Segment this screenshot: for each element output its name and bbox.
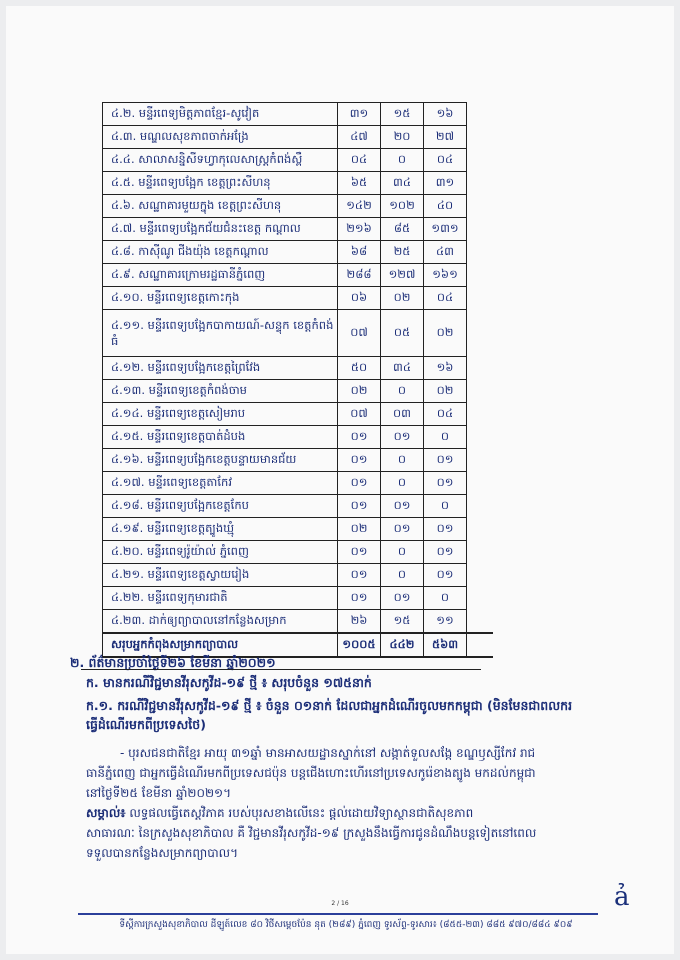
facility-name-cell: ៤.៤. សាលាសន្និសីទហ្វាកុលេសាស្ត្រកំពង់ស្ពឺ bbox=[103, 149, 338, 172]
count-b-cell: ០ bbox=[424, 587, 467, 610]
empty-cell bbox=[467, 633, 494, 657]
facility-name-cell: ៤.១៧. មន្ទីរពេទ្យខេត្តតាកែវ bbox=[103, 472, 338, 495]
empty-cell bbox=[467, 472, 494, 495]
total-count-cell: ០៦ bbox=[338, 287, 381, 310]
table-row bbox=[103, 449, 494, 472]
empty-cell bbox=[467, 195, 494, 218]
count-b-cell: ១៦ bbox=[424, 357, 467, 380]
empty-cell bbox=[467, 149, 494, 172]
count-a-cell: ០១ bbox=[381, 587, 424, 610]
table-row bbox=[103, 241, 494, 264]
page-number: 2 / 16 bbox=[331, 900, 349, 907]
count-b-cell: ០២ bbox=[424, 310, 467, 357]
total-count-cell: ០១ bbox=[338, 495, 381, 518]
empty-cell bbox=[467, 218, 494, 241]
count-b-cell: ២៧ bbox=[424, 126, 467, 149]
count-b-cell: ១៦១ bbox=[424, 264, 467, 287]
total-count-cell: ១៤២ bbox=[338, 195, 381, 218]
count-b-cell: ០១ bbox=[424, 518, 467, 541]
facility-name-cell: ៤.២០. មន្ទីរពេទ្យរ៉ូយ៉ាល់ ភ្នំពេញ bbox=[103, 541, 338, 564]
count-a-cell: ០ bbox=[381, 564, 424, 587]
table-row bbox=[103, 310, 494, 357]
facility-name-cell: សរុបអ្នកកំពុងសម្រាកព្យាបាល bbox=[103, 633, 338, 657]
count-a-cell: ២៥ bbox=[381, 241, 424, 264]
total-count-cell: ២៦ bbox=[338, 610, 381, 634]
facility-name-cell: ៤.១៣. មន្ទីរពេទ្យខេត្តកំពង់ចាម bbox=[103, 380, 338, 403]
note-text-1: លទ្ធផលធ្វើតេស្តវិភាគ របស់បុរសខាងលើនេះ ផ្តល់ដោយវិទ្យាស្ថានជាតិសុខភាព bbox=[125, 806, 474, 820]
count-a-cell: ០៥ bbox=[381, 310, 424, 357]
facility-name-cell: ៤.២៣. ដាក់ឲ្យព្យាបាលនៅកន្លែងសម្រាក bbox=[103, 610, 338, 634]
count-b-cell: ០៤ bbox=[424, 403, 467, 426]
total-count-cell: ០១ bbox=[338, 426, 381, 449]
empty-cell bbox=[467, 310, 494, 357]
table-row bbox=[103, 149, 494, 172]
total-count-cell: ២១៦ bbox=[338, 218, 381, 241]
count-b-cell: ១១ bbox=[424, 610, 467, 634]
footer-address: ទីស្តីការក្រសួងសុខាភិបាល ដីឡូត៍លេខ ៨០ វិថីសម្តេចប៉ែន នុត (២៨៩) ភ្នំពេញ ទូរស័ព្ទ-ទូរសារ៖ (៨៥៥-២៣) ៨៨៥ ៩៧០/៨៨៤ ៩០៩ bbox=[119, 920, 573, 930]
empty-cell bbox=[467, 264, 494, 287]
count-a-cell: ០ bbox=[381, 449, 424, 472]
total-count-cell: ០៤ bbox=[338, 149, 381, 172]
count-b-cell: ០៤ bbox=[424, 287, 467, 310]
empty-cell bbox=[467, 380, 494, 403]
count-b-cell: ១៣១ bbox=[424, 218, 467, 241]
total-count-cell: ០១ bbox=[338, 449, 381, 472]
document-page bbox=[6, 6, 674, 954]
facility-name-cell: ៤.១៦. មន្ទីរពេទ្យបង្អែកខេត្តបន្ទាយមានជ័យ bbox=[103, 449, 338, 472]
patients-table bbox=[102, 102, 493, 658]
empty-cell bbox=[467, 241, 494, 264]
total-count-cell: ០១ bbox=[338, 472, 381, 495]
count-b-cell: ៤៣ bbox=[424, 241, 467, 264]
case-paragraph-line-2: ធានីភ្នំពេញ ជាអ្នកធ្វើដំណើរមកពីប្រទេសជប៉ុន បន្តជើងហោះហើរនៅប្រទេសកូរ៉េខាងត្បូង មកដល់កម្ពុជា bbox=[86, 766, 536, 780]
count-a-cell: ០ bbox=[381, 472, 424, 495]
table-row bbox=[103, 610, 494, 634]
empty-cell bbox=[467, 449, 494, 472]
note-paragraph-line-3: ទទួលបានកន្លែងសម្រាកព្យាបាល។ bbox=[86, 846, 238, 860]
empty-cell bbox=[467, 126, 494, 149]
total-count-cell: ៥០ bbox=[338, 357, 381, 380]
facility-name-cell: ៤.១៨. មន្ទីរពេទ្យបង្អែកខេត្តកែប bbox=[103, 495, 338, 518]
empty-cell bbox=[467, 541, 494, 564]
table-row bbox=[103, 495, 494, 518]
table-row bbox=[103, 541, 494, 564]
count-a-cell: ១៥ bbox=[381, 610, 424, 634]
facility-name-cell: ៤.១២. មន្ទីរពេទ្យបង្អែកខេត្តព្រៃវែង bbox=[103, 357, 338, 380]
case-paragraph-line-3: នៅថ្ងៃទី២៥ ខែមីនា ឆ្នាំ២០២១។ bbox=[86, 786, 232, 800]
empty-cell bbox=[467, 495, 494, 518]
facility-name-cell: ៤.១០. មន្ទីរពេទ្យខេត្តកោះកុង bbox=[103, 287, 338, 310]
empty-cell bbox=[467, 587, 494, 610]
count-b-cell: ០១ bbox=[424, 449, 467, 472]
total-count-cell: ០១ bbox=[338, 587, 381, 610]
total-count-cell: ០១ bbox=[338, 541, 381, 564]
empty-cell bbox=[467, 426, 494, 449]
subsection-a1-heading: ក.១. ករណីវិជ្ជមានវីរុសកូវីដ-១៩ ថ្មី ៖ ចំនួន ០១នាក់ ដែលជាអ្នកដំណើរចូលមកកម្ពុជា (មិនមែនជាពលករ bbox=[86, 698, 573, 713]
total-count-cell: ៦៥ bbox=[338, 172, 381, 195]
total-count-cell: ៤៧ bbox=[338, 126, 381, 149]
table-row bbox=[103, 126, 494, 149]
facility-name-cell: ៤.២១. មន្ទីរពេទ្យខេត្តស្វាយរៀង bbox=[103, 564, 338, 587]
table-row bbox=[103, 472, 494, 495]
case-paragraph-line-1: - បុរសជនជាតិខ្មែរ អាយុ ៣១ឆ្នាំ មានអាសយដ្ឋានស្នាក់នៅ សង្កាត់ទួលសង្កែ ខណ្ឌឫស្សីកែវ រាជ bbox=[120, 746, 536, 760]
total-count-cell: ០១ bbox=[338, 564, 381, 587]
total-count-cell: ០៧ bbox=[338, 310, 381, 357]
facility-name-cell: ៤.១៥. មន្ទីរពេទ្យខេត្តបាត់ដំបង bbox=[103, 426, 338, 449]
count-b-cell: ០១ bbox=[424, 472, 467, 495]
note-paragraph-line-2: សាធារណៈ នៃក្រសួងសុខាភិបាល គឺ វិជ្ជមានវីរុសកូវីដ-១៩ ក្រសួងនឹងធ្វើការជូនដំណឹងបន្តទៀតនៅពេល bbox=[86, 826, 537, 840]
count-a-cell: ០ bbox=[381, 380, 424, 403]
table-row bbox=[103, 426, 494, 449]
total-count-cell: ០២ bbox=[338, 518, 381, 541]
facility-name-cell: ៤.១១. មន្ទីរពេទ្យបង្អែកបាកាយណ៍-សន្ទុក ខេត្តកំពង់ធំ bbox=[103, 310, 338, 357]
total-count-cell: ០៧ bbox=[338, 403, 381, 426]
count-a-cell: ០១ bbox=[381, 426, 424, 449]
count-a-cell: ២០ bbox=[381, 126, 424, 149]
count-b-cell: ៣១ bbox=[424, 172, 467, 195]
table-row bbox=[103, 380, 494, 403]
count-b-cell: ០ bbox=[424, 426, 467, 449]
section-2-heading: ២. ព័ត៌មានប្រចាំថ្ងៃទី២៦ ខែមីនា ឆ្នាំ២០២១ bbox=[70, 655, 276, 670]
count-a-cell: ៣៤ bbox=[381, 357, 424, 380]
facility-name-cell: ៤.៣. មណ្ឌលសុខភាពចាក់អង្រែ bbox=[103, 126, 338, 149]
count-a-cell: ០ bbox=[381, 541, 424, 564]
facility-name-cell: ៤.២. មន្ទីរពេទ្យមិត្តភាពខ្មែរ-សូវៀត bbox=[103, 103, 338, 126]
total-count-cell: ០២ bbox=[338, 380, 381, 403]
note-paragraph-line-1 bbox=[86, 804, 473, 822]
count-a-cell: ៣៤ bbox=[381, 172, 424, 195]
facility-name-cell: ៤.៦. សណ្ឋាគារមួយក្នុង ខេត្តព្រះសីហនុ bbox=[103, 195, 338, 218]
empty-cell bbox=[467, 357, 494, 380]
facility-name-cell: ៤.៧. មន្ទីរពេទ្យបង្អែកជ័យជំនះខេត្ត កណ្ដាល bbox=[103, 218, 338, 241]
total-count-cell: ២៨៨ bbox=[338, 264, 381, 287]
count-a-cell: ០១ bbox=[381, 518, 424, 541]
facility-name-cell: ៤.២២. មន្ទីរពេទ្យកុមារជាតិ bbox=[103, 587, 338, 610]
empty-cell bbox=[467, 518, 494, 541]
empty-cell bbox=[467, 103, 494, 126]
footer-divider bbox=[78, 913, 598, 915]
subsection-a-heading: ក. មានករណីវិជ្ជមានវីរុសកូវីដ-១៩ ថ្មី ៖ សរុបចំនួន ១៧៥នាក់ bbox=[86, 675, 372, 690]
total-count-cell: ១០០៥ bbox=[338, 633, 381, 657]
table-row bbox=[103, 264, 494, 287]
count-b-cell: ០២ bbox=[424, 380, 467, 403]
heading-underline bbox=[81, 669, 481, 670]
table-row bbox=[103, 103, 494, 126]
total-count-cell: ៦៨ bbox=[338, 241, 381, 264]
facility-name-cell: ៤.៩. សណ្ឋាគារក្រោមរដ្ឋធានីភ្នំពេញ bbox=[103, 264, 338, 287]
table-row bbox=[103, 195, 494, 218]
table-row bbox=[103, 403, 494, 426]
count-b-cell: ០៤ bbox=[424, 149, 467, 172]
facility-name-cell: ៤.១៤. មន្ទីរពេទ្យខេត្តសៀមរាប bbox=[103, 403, 338, 426]
table-row bbox=[103, 172, 494, 195]
table-row bbox=[103, 357, 494, 380]
table-row bbox=[103, 287, 494, 310]
empty-cell bbox=[467, 610, 494, 634]
count-a-cell: ៨៥ bbox=[381, 218, 424, 241]
count-a-cell: ០ bbox=[381, 149, 424, 172]
empty-cell bbox=[467, 172, 494, 195]
total-count-cell: ៣១ bbox=[338, 103, 381, 126]
count-b-cell: ៥៦៣ bbox=[424, 633, 467, 657]
table-row bbox=[103, 587, 494, 610]
count-b-cell: ០ bbox=[424, 495, 467, 518]
note-label: សម្គាល់៖ bbox=[86, 806, 126, 820]
count-b-cell: ០១ bbox=[424, 564, 467, 587]
count-b-cell: ១៦ bbox=[424, 103, 467, 126]
count-a-cell: ០១ bbox=[381, 495, 424, 518]
count-a-cell: ១០២ bbox=[381, 195, 424, 218]
initials-signature: ả bbox=[614, 882, 630, 912]
count-a-cell: ១៥ bbox=[381, 103, 424, 126]
count-a-cell: ០២ bbox=[381, 287, 424, 310]
facility-name-cell: ៤.១៩. មន្ទីរពេទ្យខេត្តត្បូងឃ្មុំ bbox=[103, 518, 338, 541]
count-a-cell: ៤៤២ bbox=[381, 633, 424, 657]
table-row bbox=[103, 218, 494, 241]
subsection-a1-heading-cont: ធ្វើដំណើរមកពីប្រទេសថៃ) bbox=[86, 717, 206, 732]
count-b-cell: ០១ bbox=[424, 541, 467, 564]
empty-cell bbox=[467, 287, 494, 310]
empty-cell bbox=[467, 403, 494, 426]
count-a-cell: ១២៧ bbox=[381, 264, 424, 287]
count-a-cell: ០៣ bbox=[381, 403, 424, 426]
table-row bbox=[103, 564, 494, 587]
facility-name-cell: ៤.៥. មន្ទីរពេទ្យបង្អែក ខេត្តព្រះសីហនុ bbox=[103, 172, 338, 195]
facility-name-cell: ៤.៨. កាស៊ីណូ ជីងយ៉ុង ខេត្តកណ្ដាល bbox=[103, 241, 338, 264]
table-row bbox=[103, 518, 494, 541]
count-b-cell: ៤០ bbox=[424, 195, 467, 218]
patients-table-body bbox=[103, 103, 494, 658]
empty-cell bbox=[467, 564, 494, 587]
